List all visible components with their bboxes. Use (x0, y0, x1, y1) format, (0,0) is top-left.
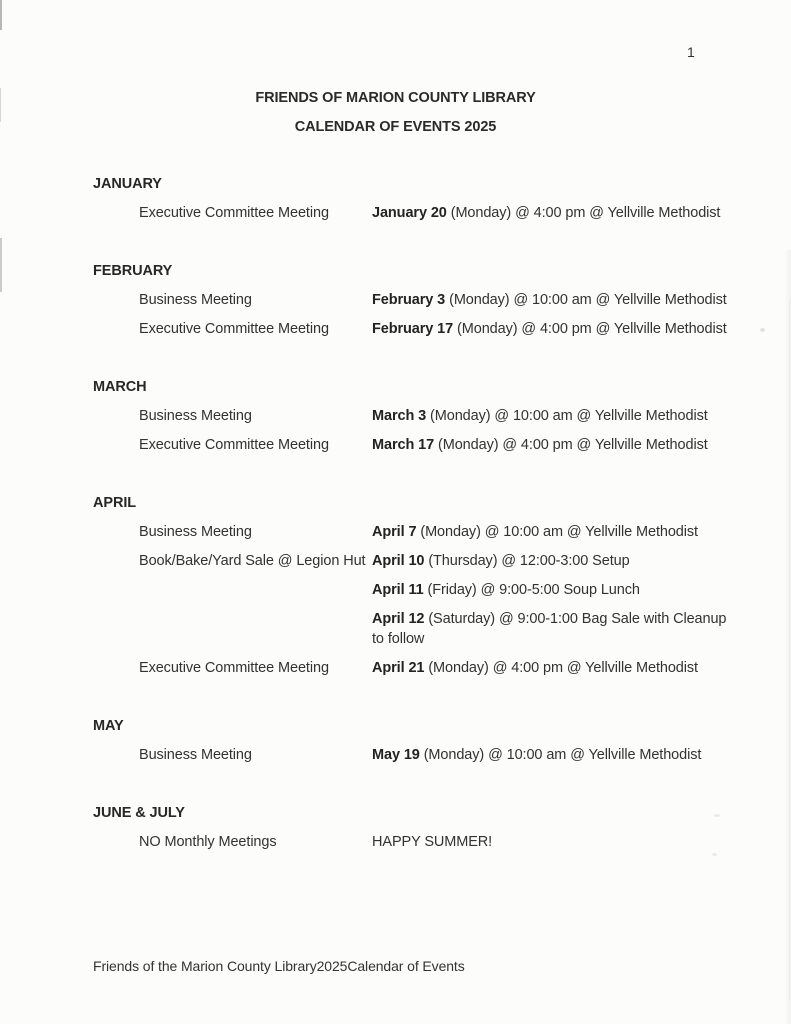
event-detail-line (372, 552, 743, 581)
event-row (93, 746, 743, 775)
event-date: March 3 (372, 408, 427, 424)
month-events (93, 204, 743, 233)
month-heading: MARCH (93, 379, 147, 395)
scan-line-artifact (789, 300, 790, 1000)
month-heading: APRIL (93, 495, 137, 511)
event-detail-line (372, 204, 743, 233)
month-section (93, 175, 743, 233)
month-section (93, 378, 743, 465)
event-details (372, 552, 743, 659)
event-detail-text: (Monday) @ 4:00 pm @ Yellville Methodist (446, 205, 721, 221)
event-detail-text: (Monday) @ 4:00 pm @ Yellville Methodist (434, 437, 708, 453)
event-detail-line (372, 746, 743, 775)
event-details (372, 523, 743, 552)
event-detail-text: (Monday) @ 10:00 am @ Yellville Methodist (426, 408, 708, 424)
document-footer: Friends of the Marion County Library2025Calendar of Events (93, 958, 465, 974)
event-detail-text: (Monday) @ 10:00 am @ Yellville Methodist (416, 524, 698, 540)
event-name: NO Monthly Meetings (139, 834, 277, 850)
event-details (372, 204, 743, 233)
month-events (93, 833, 743, 862)
event-detail-text: (Monday) @ 4:00 pm @ Yellville Methodist (424, 660, 698, 676)
event-name: Book/Bake/Yard Sale @ Legion Hut (139, 553, 366, 569)
event-name: Business Meeting (139, 747, 252, 763)
event-date: April 12 (372, 611, 425, 627)
month-events (93, 291, 743, 349)
event-detail-text: (Monday) @ 4:00 pm @ Yellville Methodist (453, 321, 727, 337)
event-detail-line (372, 833, 743, 862)
event-detail-line (372, 320, 743, 349)
event-name: Business Meeting (139, 524, 252, 540)
event-detail-text: (Monday) @ 10:00 am @ Yellville Methodist (445, 292, 727, 308)
event-detail-text: (Monday) @ 10:00 am @ Yellville Methodist (419, 747, 702, 763)
event-detail-text: (Saturday) @ 9:00-1:00 Bag Sale with Cleanup (424, 611, 727, 627)
event-row (93, 204, 743, 233)
event-detail-line (372, 436, 743, 465)
month-heading: JUNE & JULY (93, 805, 185, 821)
event-date: April 11 (372, 582, 424, 598)
month-heading: JANUARY (93, 176, 162, 192)
event-detail-text: HAPPY SUMMER! (372, 834, 493, 850)
event-date: February 17 (372, 321, 454, 337)
document-title: FRIENDS OF MARION COUNTY LIBRARY (255, 90, 536, 106)
event-detail-line (372, 523, 743, 552)
event-detail-line (372, 291, 743, 320)
month-section (93, 494, 743, 688)
event-row (93, 436, 743, 465)
event-date: May 19 (372, 747, 420, 763)
event-row (93, 659, 743, 688)
event-date: April 21 (372, 660, 425, 676)
document-header (0, 89, 791, 147)
event-details (372, 833, 743, 862)
page-number: 1 (687, 44, 695, 60)
event-name: Business Meeting (139, 408, 252, 424)
document-subtitle: CALENDAR OF EVENTS 2025 (294, 119, 497, 135)
month-heading: FEBRUARY (93, 263, 173, 279)
event-detail-line (372, 659, 743, 688)
event-detail-text: (Thursday) @ 12:00-3:00 Setup (424, 553, 630, 569)
event-date: January 20 (372, 205, 447, 221)
event-detail-line (372, 407, 743, 436)
event-details (372, 746, 743, 775)
event-date: April 7 (372, 524, 417, 540)
scan-smudge (760, 328, 765, 332)
event-date: March 17 (372, 437, 435, 453)
event-row (93, 523, 743, 552)
month-events (93, 407, 743, 465)
event-detail-continuation: to follow (372, 631, 425, 647)
event-details (372, 436, 743, 465)
event-row (93, 320, 743, 349)
event-name: Business Meeting (139, 292, 252, 308)
event-name: Executive Committee Meeting (139, 205, 329, 221)
event-row (93, 552, 743, 659)
event-date: February 3 (372, 292, 446, 308)
month-section (93, 717, 743, 775)
calendar-sections (93, 175, 743, 891)
month-events (93, 746, 743, 775)
event-detail-line (372, 581, 743, 610)
month-section (93, 262, 743, 349)
event-row (93, 407, 743, 436)
event-details (372, 407, 743, 436)
event-details (372, 291, 743, 320)
event-name: Executive Committee Meeting (139, 660, 329, 676)
event-name: Executive Committee Meeting (139, 437, 329, 453)
scan-edge-artifact (0, 0, 2, 30)
event-name: Executive Committee Meeting (139, 321, 329, 337)
scan-edge-artifact (0, 238, 2, 292)
month-events (93, 523, 743, 688)
event-detail-text: (Friday) @ 9:00-5:00 Soup Lunch (423, 582, 640, 598)
event-row (93, 291, 743, 320)
event-date: April 10 (372, 553, 425, 569)
month-section (93, 804, 743, 862)
month-heading: MAY (93, 718, 124, 734)
event-details (372, 320, 743, 349)
event-details (372, 659, 743, 688)
event-row (93, 833, 743, 862)
